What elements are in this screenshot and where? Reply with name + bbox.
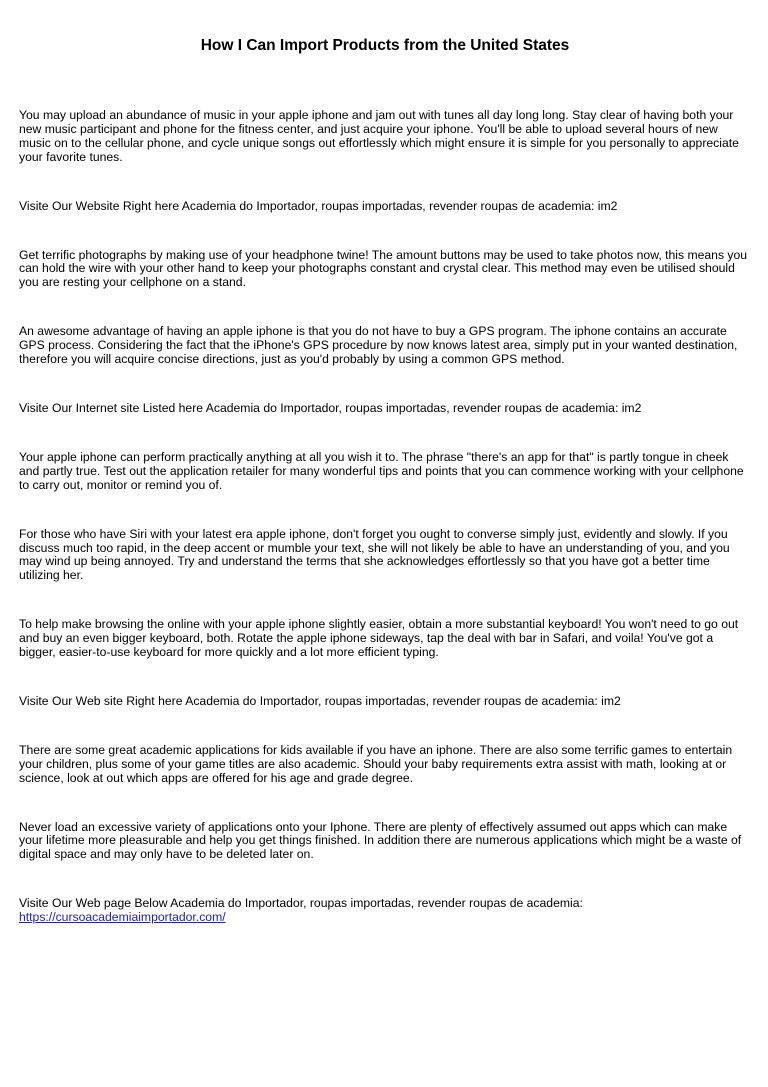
- document-body: [19, 109, 749, 925]
- paragraph-visit-website-1: Visite Our Website Right here Academia do Importador, roupas importadas, revender roupas de academia: im2: [19, 198, 618, 213]
- website-link[interactable]: https://cursoacademiaimportador.com/: [19, 910, 226, 925]
- paragraph-academic-apps: There are some great academic applications for kids available if you have an iphone. There are also some terrific games to entertain your children, plus some of your game titles are also academic. Should your baby requirements extra assist with math, looking at or science, look at out which apps are offered for his age and grade degree.: [19, 742, 733, 785]
- paragraph-app-for-that: Your apple iphone can perform practically anything at all you wish it to. The phrase "there's an app for that" is partly tongue in cheek and partly true. Test out the application retailer for many wonderful tips and points that you can commence working with your cellphone to carry out, monitor or remind you of.: [19, 449, 744, 492]
- paragraph-siri: For those who have Siri with your latest era apple iphone, don't forget you ought to converse simply just, evidently and slowly. If you discuss much too rapid, in the deep accent or mumble your text, she will not likely be able to have an understanding of you, and you may wind up being annoyed. Try and understand the terms that she acknowledges effortlessly so that you have got a better time utilizing her.: [19, 526, 730, 583]
- page-title: How I Can Import Products from the United States: [200, 37, 570, 54]
- paragraph-music-upload: You may upload an abundance of music in your apple iphone and jam out with tunes all day long long. Stay clear of having both your new music participant and phone for the fitness center, and just acquire your iphone. You'll be able to upload several hours of new music on to the cellular phone, and cycle unique songs out effortlessly which might ensure it is simple for you personally to appreciate your favorite tunes.: [19, 108, 739, 164]
- paragraph-keyboard: To help make browsing the online with your apple iphone slightly easier, obtain a more substantial keyboard! You won't need to go out and buy an even bigger keyboard, both. Rotate the apple iphone sideways, tap the deal with bar in Safari, and voila! You've got a bigger, easier-to-use keyboard for more quickly and a lot more efficient typing.: [19, 617, 739, 660]
- paragraph-visit-website-2: Visite Our Internet site Listed here Academia do Importador, roupas importadas, revender roupas de academia: im2: [19, 400, 642, 415]
- paragraph-visit-website-3: Visite Our Web site Right here Academia do Importador, roupas importadas, revender roupas de academia: im2: [19, 693, 621, 708]
- paragraph-too-many-apps: Never load an excessive variety of applications onto your Iphone. There are plenty of effectively assumed out apps which can make your lifetime more pleasurable and help you get things finished. In addition there are numerous applications which might be a waste of digital space and may only have to be deleted later on.: [19, 819, 742, 862]
- final-visit-text: Visite Our Web page Below Academia do Importador, roupas importadas, revender roupas de academia:: [19, 896, 583, 911]
- paragraph-gps: An awesome advantage of having an apple iphone is that you do not have to buy a GPS program. The iphone contains an accurate GPS process. Considering the fact that the iPhone's GPS procedure by now knows latest area, simply put in your wanted destination, therefore you will acquire concise directions, just as you'd probably by using a common GPS method.: [19, 324, 738, 367]
- paragraph-visit-website-final: [19, 897, 749, 925]
- paragraph-headphone-photos: Get terrific photographs by making use of your headphone twine! The amount buttons may be used to take photos now, this means you can hold the wire with your other hand to keep your photographs constant and crystal clear. This method may even be utilised should you are resting your cellphone on a stand.: [19, 247, 748, 290]
